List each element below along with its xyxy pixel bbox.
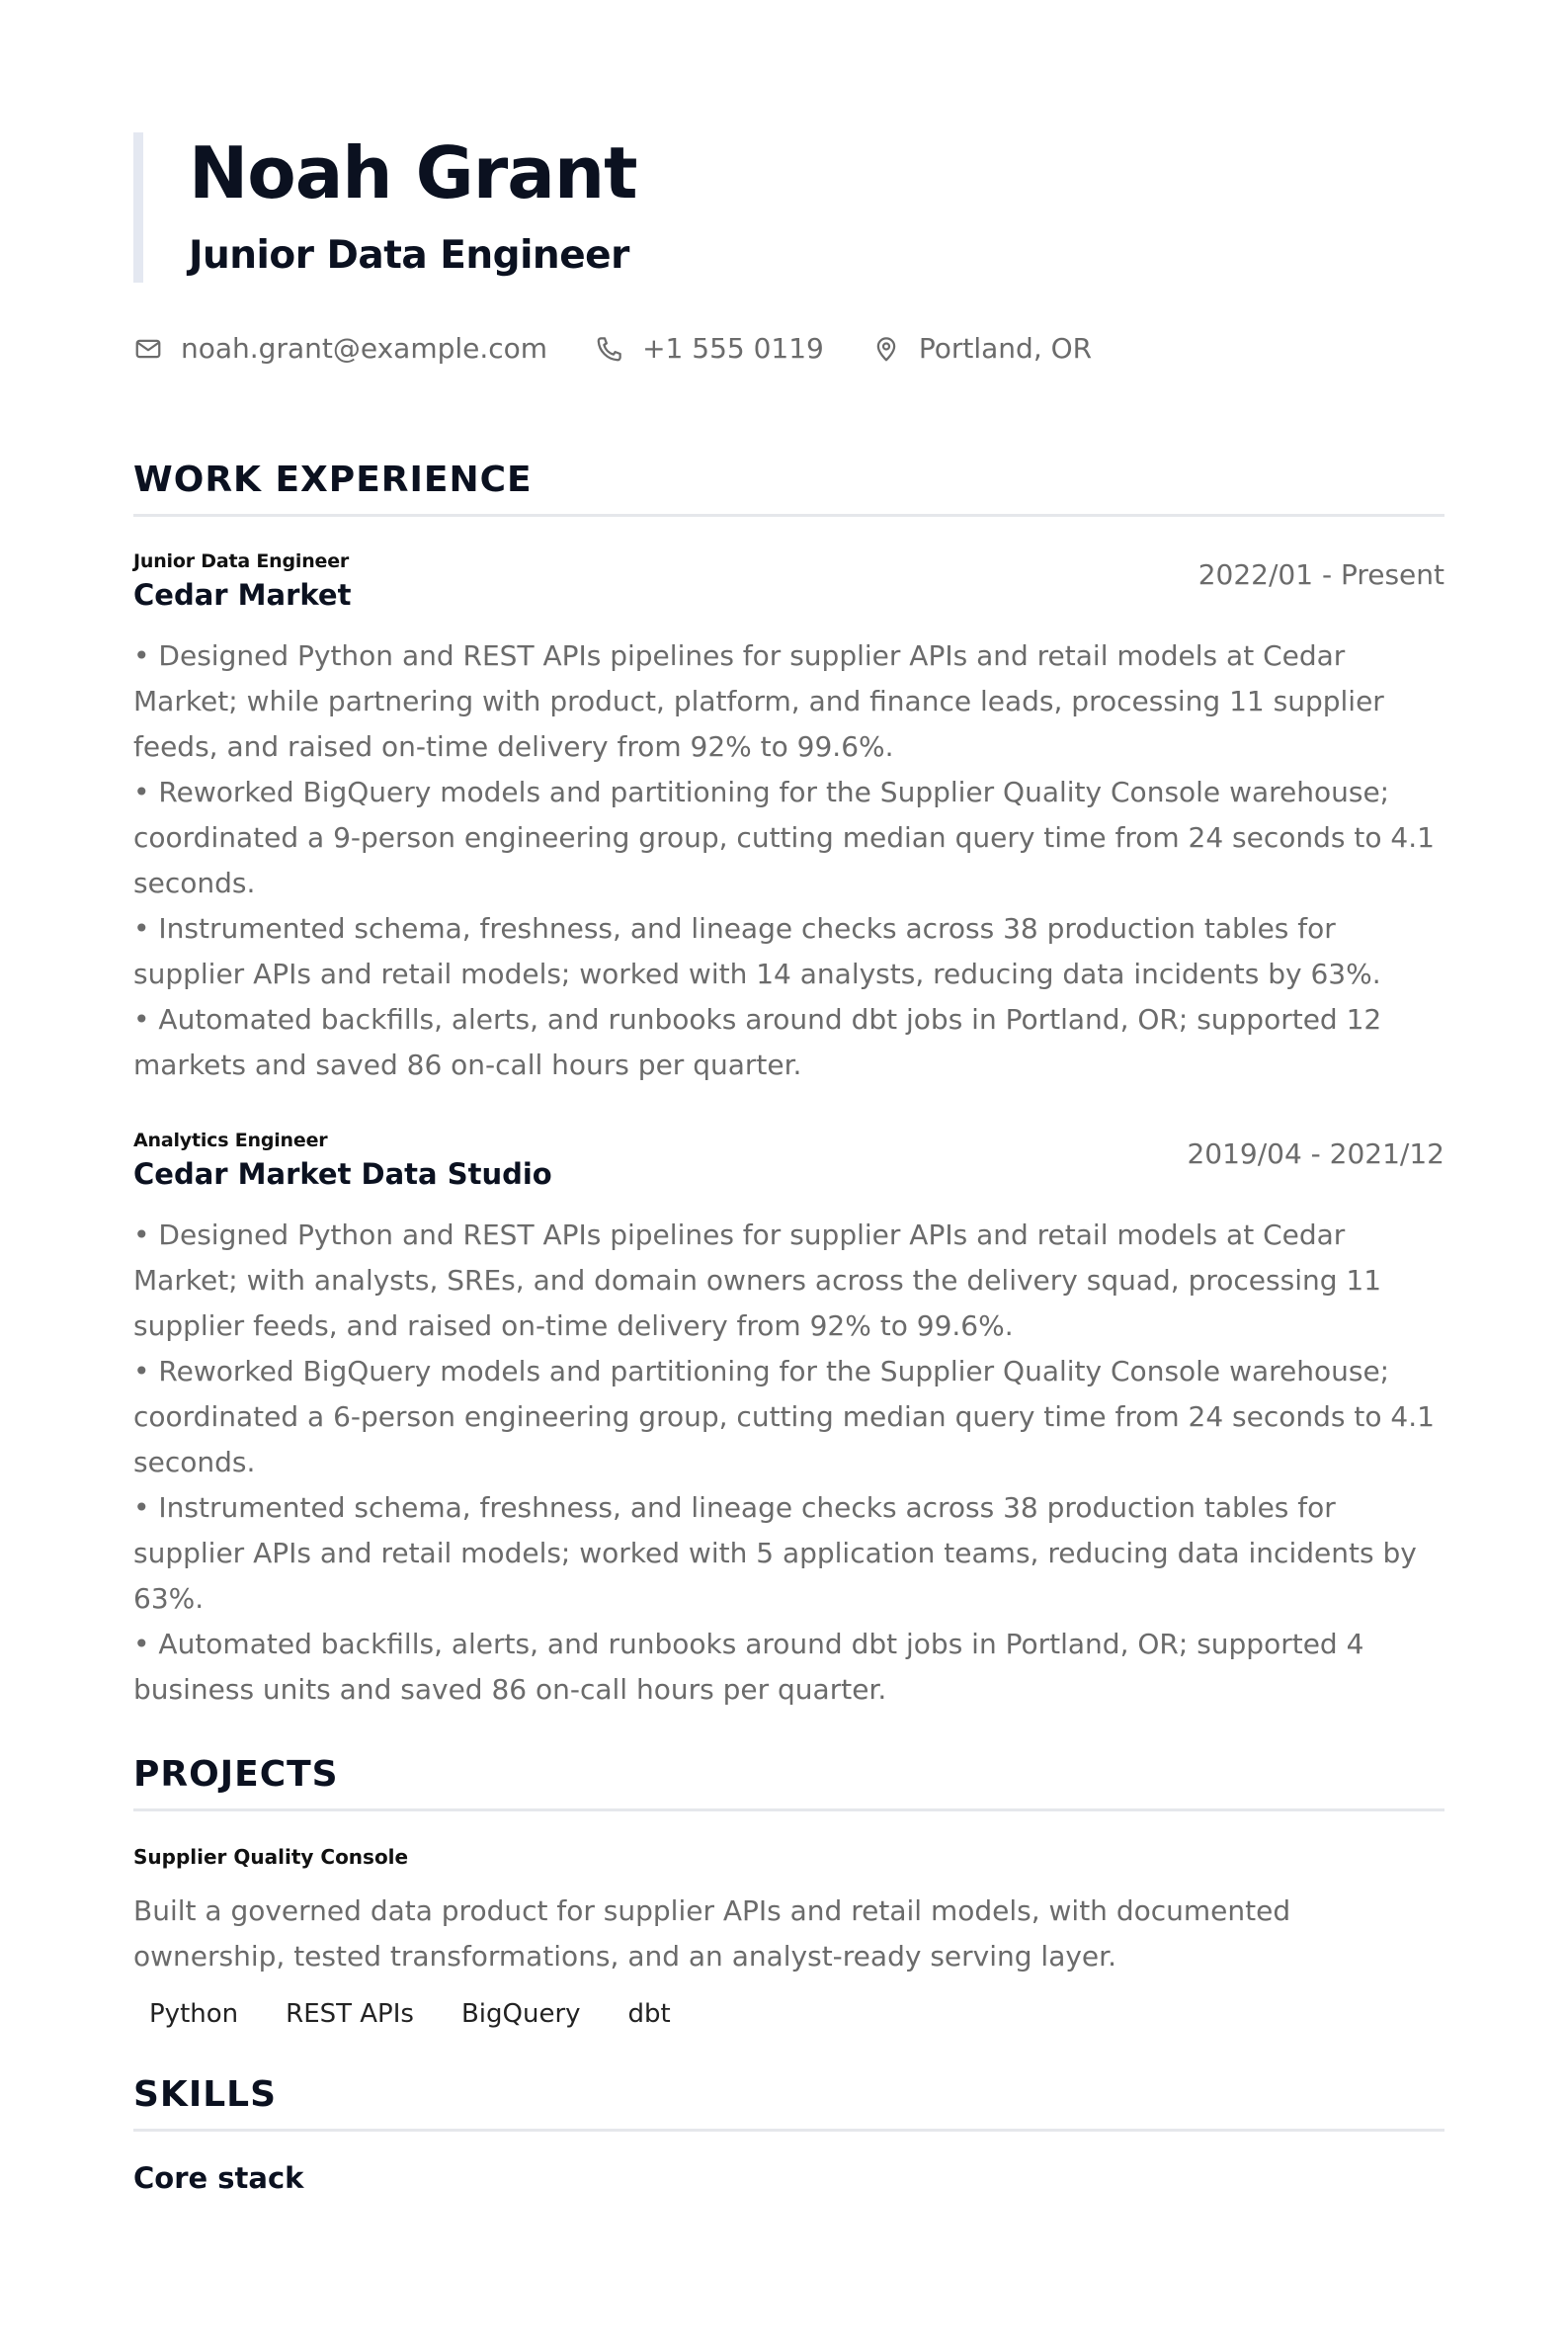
project-entry xyxy=(133,1845,1444,2033)
job-bullets xyxy=(133,633,1444,1088)
job-bullet: • Designed Python and REST APIs pipelines for supplier APIs and retail models at Cedar Market; with analysts, SREs, and domain owners across the delivery squad, processing 11 supplier feeds, and raised on-time delivery from 92% to 99.6%. xyxy=(133,1218,1382,1342)
phone-icon xyxy=(595,334,624,364)
project-description: Built a governed data product for supplier APIs and retail models, with documented ownership, tested transformations, and an analyst-ready serving layer. xyxy=(133,1894,1291,1973)
job-title: Analytics Engineer xyxy=(133,1130,328,1151)
tech-tag: dbt xyxy=(627,1999,671,2029)
job-title: Junior Data Engineer xyxy=(133,550,350,572)
job-bullet: • Instrumented schema, freshness, and lineage checks across 38 production tables for supplier APIs and retail models; worked with 5 application teams, reducing data incidents by 63%. xyxy=(133,1491,1417,1615)
candidate-name: Noah Grant xyxy=(189,131,637,214)
project-tags xyxy=(133,1995,1444,2033)
job-bullets xyxy=(133,1213,1444,1713)
project-title: Supplier Quality Console xyxy=(133,1845,409,1869)
email-text: noah.grant@example.com xyxy=(181,332,548,365)
section-title-projects: PROJECTS xyxy=(133,1754,1444,1811)
section-title-skills: SKILLS xyxy=(133,2074,1444,2132)
contact-phone xyxy=(595,332,824,365)
job-bullet: • Reworked BigQuery models and partitioning for the Supplier Quality Console warehouse; coordinated a 9-person engineering group, cutting median query time from 24 seconds to 4.1 seconds. xyxy=(133,776,1435,899)
candidate-role: Junior Data Engineer xyxy=(189,233,629,278)
section-title-experience: WORK EXPERIENCE xyxy=(133,460,1444,517)
mail-icon xyxy=(133,334,163,364)
map-pin-icon xyxy=(871,334,901,364)
job-bullet: • Designed Python and REST APIs pipelines for supplier APIs and retail models at Cedar Market; while partnering with product, platform, and finance leads, processing 11 supplier feeds, and raised on-time delivery from 92% to 99.6%. xyxy=(133,639,1384,763)
tech-tag: Python xyxy=(149,1999,239,2029)
contact-row xyxy=(133,332,1444,365)
tech-tag: BigQuery xyxy=(460,1999,581,2029)
job-entry xyxy=(133,1130,1444,1713)
job-company: Cedar Market xyxy=(133,578,352,612)
skill-category: Core stack xyxy=(133,2161,304,2195)
contact-location xyxy=(871,332,1092,365)
job-bullet: • Instrumented schema, freshness, and lineage checks across 38 production tables for supplier APIs and retail models; worked with 14 analysts, reducing data incidents by 63%. xyxy=(133,912,1381,990)
job-bullet: • Reworked BigQuery models and partitioning for the Supplier Quality Console warehouse; coordinated a 6-person engineering group, cutting median query time from 24 seconds to 4.1 seconds. xyxy=(133,1355,1435,1478)
job-company: Cedar Market Data Studio xyxy=(133,1157,552,1191)
job-header xyxy=(133,550,1444,612)
job-header xyxy=(133,1130,1444,1191)
job-bullet: • Automated backfills, alerts, and runbooks around dbt jobs in Portland, OR; supported 12 markets and saved 86 on-call hours per quarter. xyxy=(133,1003,1382,1081)
job-dates: 2022/01 - Present xyxy=(1197,558,1444,591)
job-entry xyxy=(133,550,1444,1088)
location-text: Portland, OR xyxy=(918,332,1093,365)
resume-header xyxy=(133,132,1444,283)
job-bullet: • Automated backfills, alerts, and runbooks around dbt jobs in Portland, OR; supported 4 business units and saved 86 on-call hours per quarter. xyxy=(133,1628,1364,1706)
job-dates: 2019/04 - 2021/12 xyxy=(1187,1137,1444,1170)
resume-page xyxy=(0,132,1568,2352)
contact-email xyxy=(133,332,547,365)
tech-tag: REST APIs xyxy=(286,1999,414,2029)
phone-text: +1 555 0119 xyxy=(642,332,824,365)
